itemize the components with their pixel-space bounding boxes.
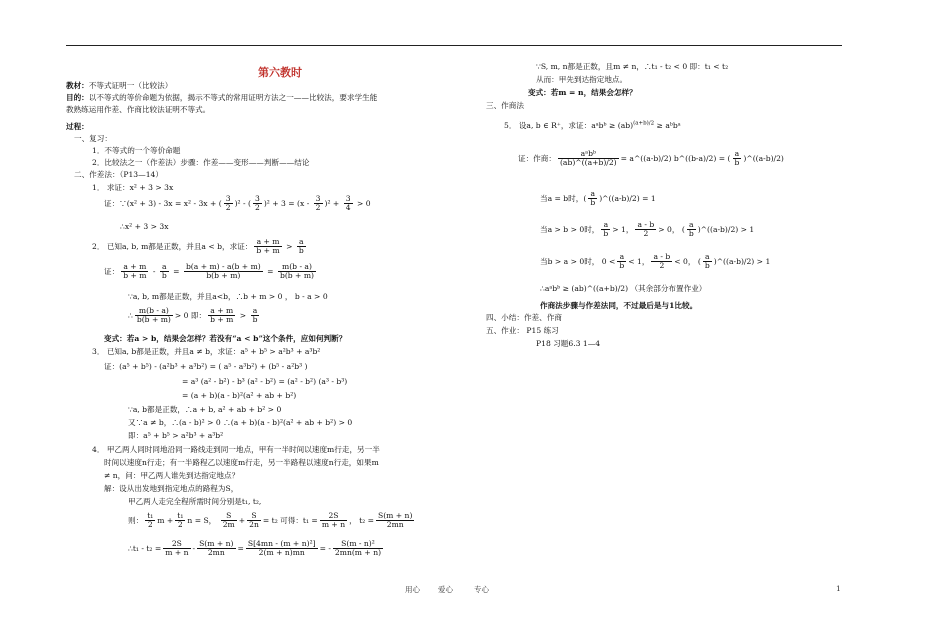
problem-4-line-2: 时间以速度n行走；有一半路程乙以速度m行走，另一半路程以速度n行走，如果m [104,458,379,467]
variant-1: 变式：若a > b，结果会怎样？若没有“a < b”这个条件，应如何判断？ [104,334,347,343]
problem-3: 3． 已知a, b都是正数，并且a ≠ b，求证：a⁵ + b⁵ > a²b³ + a³b² [92,347,321,356]
problem-3-line-3: = (a + b)(a - b)²(a² + ab + b²) [182,391,297,400]
problem-3-line-5: 又∵a ≠ b，∴(a - b)² > 0 ∴(a + b)(a - b)²(a² + ab + b²) > 0 [128,418,353,427]
problem-4-line-7: ∴t₁ - t₂ = $\frac{2S}{m + n}$ - $\frac{S(m + n)}{2mn}$ = $\frac{\text{S[4mn - (m + n)²]}}{2(m + n)mn}$ = - $\frac{\text{S(m - n)²}}{2mn(m + n)}$ [128,539,382,558]
section-difference-method: 二、作差法：（P13—14） [74,170,163,179]
page-title: 第六教时 [258,66,302,79]
footer-text-2: 爱心 [438,585,453,594]
problem-3-line-2: = a³ (a² - b²) - b³ (a² - b²) = (a² - b²) (a³ - b³) [182,377,348,386]
section-summary: 四、小结：作差、作商 [486,313,562,322]
review-item-2: 2．比较法之一（作差法）步骤：作差——变形——判断——结论 [92,158,310,167]
case-b-greater: 当b > a > 0时， 0 < $\frac{a}{b}$ < 1， $\frac{a - b}{2}$ < 0， ( $\frac{a}{b}$ )^((a-b)/2) > 1 [540,252,771,271]
problem-4-line-1: 4． 甲乙两人同时同地沿同一路线走到同一地点，甲有一半时间以速度m行走，另一半 [92,445,380,454]
case-equal: 当a = b时，( $\frac{a}{b}$ )^((a-b)/2) = 1 [540,189,656,208]
right-line-1: ∵S, m, n都是正数，且m ≠ n，∴t₁ - t₂ < 0 即：t₁ < t₂ [536,62,729,71]
page-number: 1 [836,584,841,593]
textbook-line: 教材：不等式证明一（比较法） [66,81,173,90]
problem-3-line-4: ∵a, b都是正数，∴a + b, a² + ab + b² > 0 [128,405,282,414]
footer-text-3: 专心 [474,585,489,594]
goal-line-1: 目的：以不等式的等价命题为依据，揭示不等式的常用证明方法之一——比较法，要求学生能 [66,93,378,102]
case-a-greater: 当a > b > 0时， $\frac{a}{b}$ > 1， $\frac{a - b}{2}$ > 0， ( $\frac{a}{b}$ )^((a-b)/2) > 1 [540,220,755,239]
problem-4-line-3: ≠ n，问：甲乙两人谁先到达指定地点？ [104,471,240,480]
problem-2: 2． 已知a, b, m都是正数，并且a < b，求证： $\frac{a + m}{b + m}$ > $\frac{a}{b}$ [92,237,304,256]
process-heading: 过程： [66,122,89,131]
right-line-2: 从而：甲先到达指定地点。 [536,75,628,84]
goal-line-2: 教熟练运用作差、作商比较法证明不等式。 [66,105,211,114]
problem-2-line-3: ∴ $\frac{m(b - a)}{b(b + m)}$ > 0 即： $\frac{a + m}{b + m}$ > $\frac{a}{b}$ [128,306,258,325]
problem-5-proof: 证：作商： $\frac{\text{aᵃbᵇ}}{(ab)\^{}((a+b)/2)}$ = a^((a-b)/2) b^((b-a)/2) = ( $\frac{a}{b}$ )^((a-b)/2) [518,149,784,168]
problem-1: 1． 求证：x² + 3 > 3x [92,183,174,192]
section-homework: 五、作业： P15 练习 [486,326,559,335]
problem-5-conclusion: ∴aᵃbᵇ ≥ (ab)^((a+b)/2) （其余部分布置作业） [540,284,707,293]
problem-4-line-4: 解：设从出发地到指定地点的路程为S， [104,484,239,493]
problem-2-line-2: ∵a, b, m都是正数，并且a<b，∴b + m > 0 ， b - a > 0 [128,292,328,301]
problem-3-line-1: 证：(a⁵ + b⁵) - (a²b³ + a³b²) = ( a⁵ - a³b²) + (b⁵ - a²b³ ) [104,362,308,371]
footer-text-1: 用心 [405,585,420,594]
problem-4-line-6: 则： $\frac{\text{t₁}}{2}$ m + $\frac{\text{t₁}}{2}$ n = S， $\frac{S}{2m}$ + $\frac{S}{2n}$ = t₂ 可得：t₁ = $\frac{2S}{m + n}$ ， t₂ = $\frac{S(m + n)}{2mn}$ [128,511,413,530]
homework-item-2: P18 习题6.3 1—4 [536,339,601,348]
section-review: 一、复习： [74,134,112,143]
variant-2: 变式：若m = n，结果会怎样？ [528,88,637,97]
problem-5: 5． 设a, b ∈ R⁺，求证：aᵃbᵇ ≥ (ab)$^{(a+b)/2}$ ≥ aᵇbᵃ [504,120,681,130]
problem-3-line-6: 即：a⁵ + b⁵ > a²b³ + a³b² [128,431,224,440]
review-item-1: 1．不等式的一个等价命题 [92,146,181,155]
header-rule [66,45,842,46]
problem-1-conclusion: ∴x² + 3 > 3x [120,222,169,231]
section-quotient-method: 三、作商法 [486,101,524,110]
quotient-note: 作商法步骤与作差法同，不过最后是与1比较。 [540,301,698,310]
problem-1-proof: 证：∵(x² + 3) - 3x = x² - 3x + ( $\frac{3}{2}$ )² - ( $\frac{3}{2}$ )² + 3 = (x - $\frac{3}{2}$ )² + $\frac{3}{4}$ > 0 [104,194,371,213]
problem-4-line-5: 甲乙两人走完全程所需时间分别是t₁, t₂, [128,497,262,506]
problem-2-proof: 证： $\frac{a + m}{b + m}$ - $\frac{a}{b}$ = $\frac{b(a + m) - a(b + m)}{b(b + m)}$ = $\frac{m(b - a)}{b(b + m)}$ [104,262,314,281]
